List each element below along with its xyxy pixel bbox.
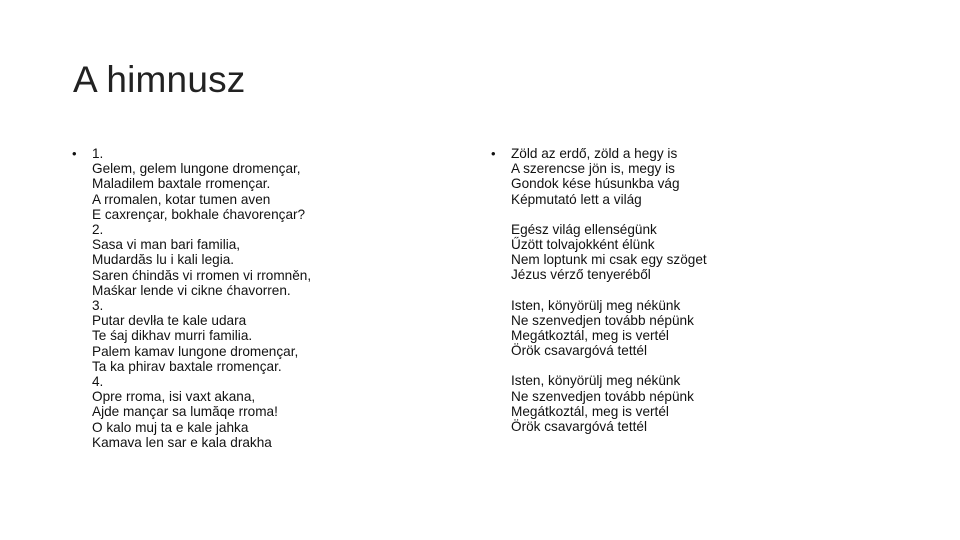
lyric-line: Sasa vi man bari familia, bbox=[92, 237, 241, 253]
stanza-3 bbox=[491, 298, 891, 359]
lyric-line: E caxrençar, bokhale ćhavorençar? bbox=[92, 206, 306, 222]
lyric-line: Ne szenvedjen tovább népünk bbox=[511, 388, 694, 404]
bullet-icon: • bbox=[491, 146, 496, 161]
lyric-line: Te śaj dikhav murri familia. bbox=[92, 328, 253, 344]
lyric-line: Opre rroma, isi vaxt akana, bbox=[92, 389, 256, 405]
lyric-line: Nem loptunk mi csak egy szöget bbox=[511, 252, 707, 268]
lyric-line: A rromalen, kotar tumen aven bbox=[92, 191, 271, 207]
lyric-line: Mudardăs lu i kali legia. bbox=[92, 252, 235, 268]
stanza-4 bbox=[491, 373, 891, 434]
lyric-line: Egész világ ellenségünk bbox=[511, 221, 657, 237]
lyric-line: Megátkoztál, meg is vertél bbox=[511, 328, 669, 344]
lyric-line: A szerencse jön is, megy is bbox=[511, 161, 675, 177]
lyric-line: 4. bbox=[92, 374, 104, 390]
lyric-line: Örök csavargóvá tettél bbox=[511, 419, 647, 435]
right-column-hungarian-lyrics bbox=[491, 146, 891, 434]
lyric-line: Képmutató lett a világ bbox=[511, 191, 642, 207]
slide-title: A himnusz bbox=[73, 59, 246, 100]
lyric-line: Maladilem baxtale rromençar. bbox=[92, 176, 271, 192]
lyric-line: 3. bbox=[92, 298, 104, 314]
lyric-line: Ne szenvedjen tovább népünk bbox=[511, 312, 694, 328]
lyric-line: Isten, könyörülj meg nékünk bbox=[511, 373, 681, 389]
lyric-line: 2. bbox=[92, 222, 104, 238]
lyric-line: Űzött tolvajokként élünk bbox=[511, 237, 655, 253]
lyric-line: Ajde mançar sa lumăqe rroma! bbox=[92, 404, 278, 420]
left-column-romani-lyrics bbox=[72, 146, 452, 450]
lyric-line: Putar devlła te kale udara bbox=[92, 313, 247, 329]
lyric-line: Maśkar lende vi cikne ćhavorren. bbox=[92, 282, 291, 298]
lyric-line: Gondok kése húsunkba vág bbox=[511, 176, 680, 192]
lyric-line: Zöld az erdő, zöld a hegy is bbox=[511, 146, 678, 161]
lyric-line: Isten, könyörülj meg nékünk bbox=[511, 297, 681, 313]
lyric-line: Saren ćhindăs vi rromen vi rromněn, bbox=[92, 267, 312, 283]
lyric-line: Palem kamav lungone dromençar, bbox=[92, 343, 299, 359]
left-bullet-item bbox=[72, 146, 452, 450]
lyric-line: Megátkoztál, meg is vertél bbox=[511, 403, 669, 419]
lyric-line: Ta ka phirav baxtale rromençar. bbox=[92, 358, 282, 374]
bullet-icon: • bbox=[72, 146, 77, 161]
lyric-line: Jézus vérző tenyeréből bbox=[511, 267, 651, 283]
lyric-line: Gelem, gelem lungone dromençar, bbox=[92, 161, 301, 177]
lyric-line: Kamava len sar e kala drakha bbox=[92, 434, 272, 450]
lyric-line: Örök csavargóvá tettél bbox=[511, 343, 647, 359]
stanza-2 bbox=[491, 222, 891, 283]
stanza-1 bbox=[491, 146, 891, 207]
lyric-line: 1. bbox=[92, 146, 104, 161]
lyric-line: O kalo muj ta e kale jahka bbox=[92, 419, 249, 435]
